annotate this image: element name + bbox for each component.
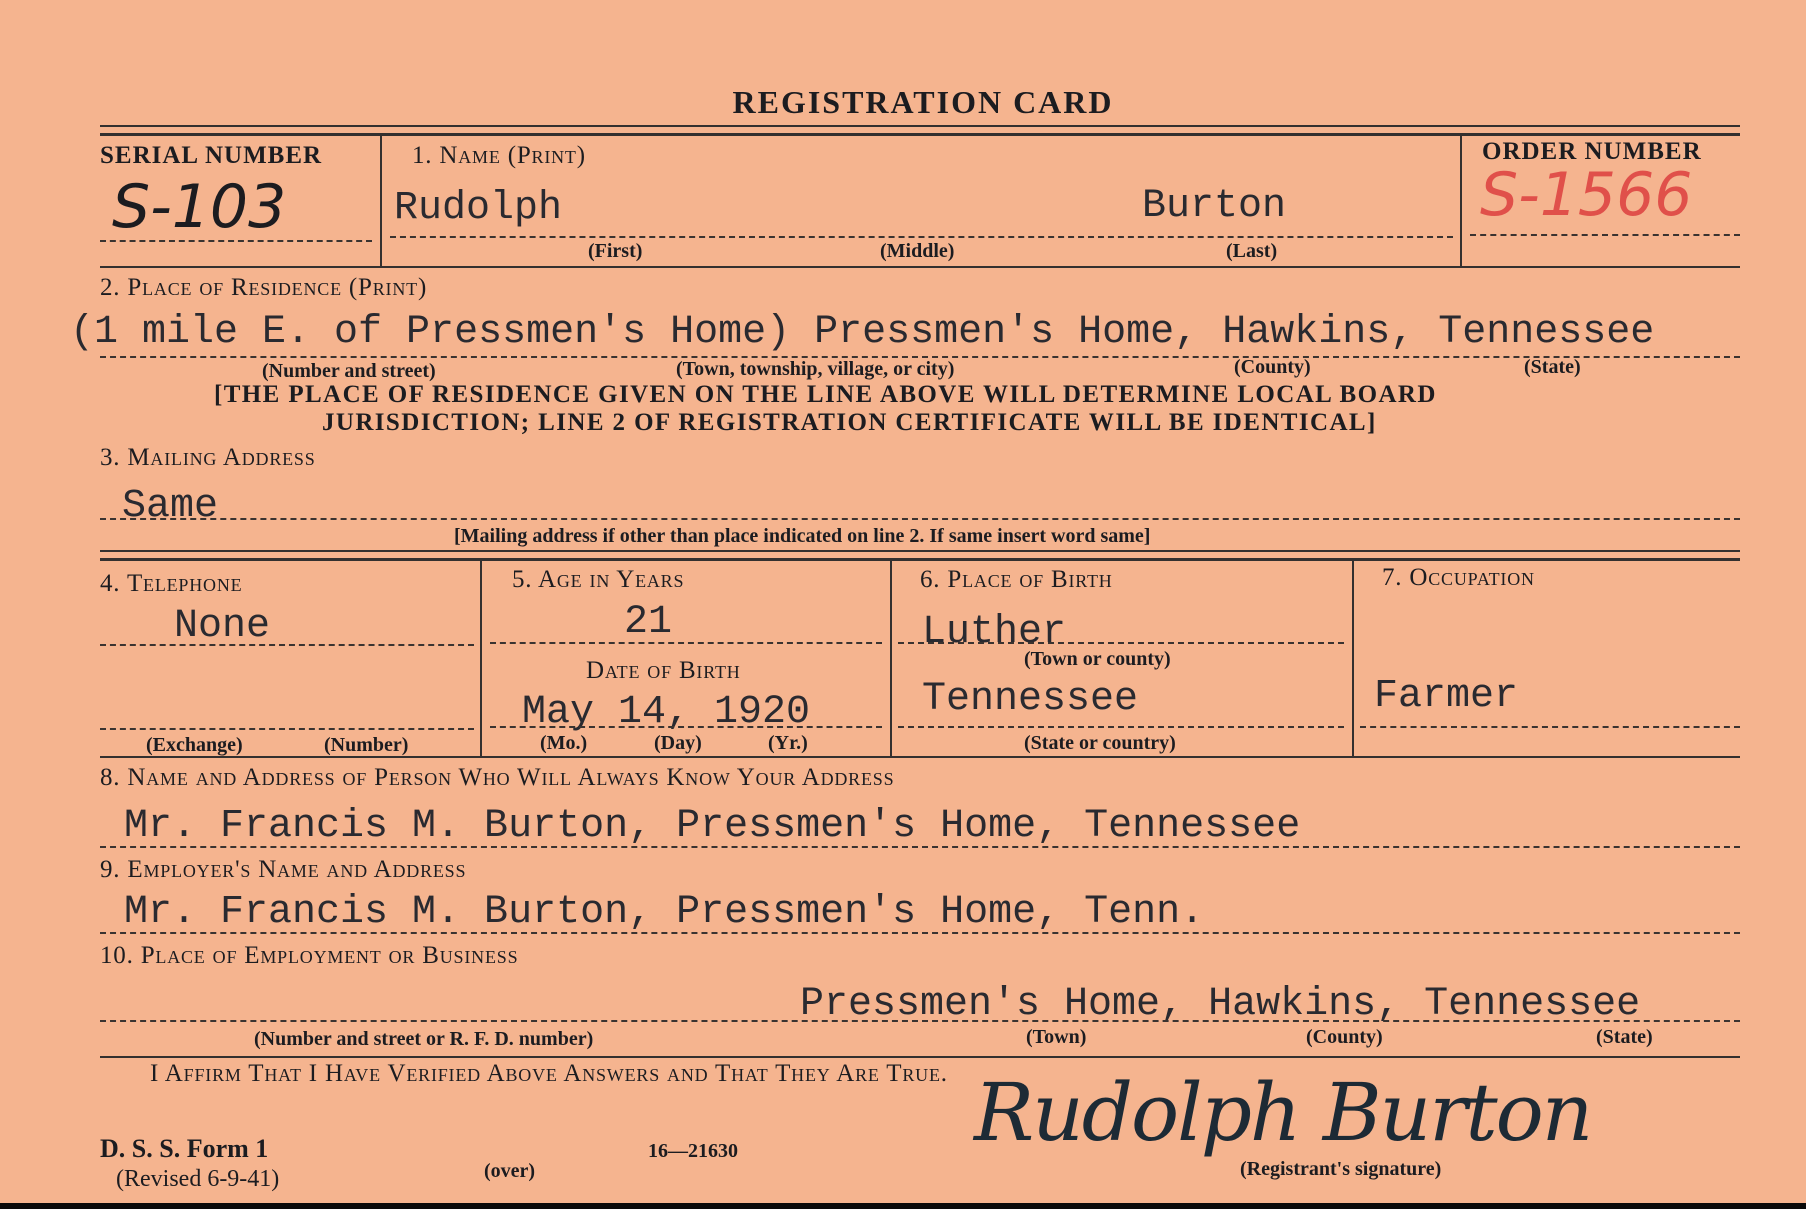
sub-middle: (Middle) xyxy=(880,240,955,262)
employer-value: Mr. Francis M. Burton, Pressmen's Home, Tenn. xyxy=(124,890,1205,935)
birth-town-line xyxy=(898,642,1344,644)
registrant-signature: Rudolph Burton xyxy=(974,1066,1592,1159)
sub-street: (Number and street) xyxy=(262,360,436,382)
employment-place-line xyxy=(100,1020,1740,1022)
telephone-value: None xyxy=(174,604,271,649)
birth-state-value: Tennessee xyxy=(922,677,1139,722)
sub-last: (Last) xyxy=(1226,240,1278,262)
birthplace-label: 6. Place of Birth xyxy=(920,566,1113,593)
rule-2 xyxy=(100,550,1740,552)
residence-notice-1: [THE PLACE OF RESIDENCE GIVEN ON THE LINE ABOVE WILL DETERMINE LOCAL BOARD xyxy=(214,381,1437,408)
employment-place-label: 10. Place of Employment or Business xyxy=(100,942,519,969)
contact-label: 8. Name and Address of Person Who Will Always Know Your Address xyxy=(100,764,895,791)
scan-edge xyxy=(0,1203,1806,1209)
sub-yr: (Yr.) xyxy=(768,732,808,754)
telephone-label: 4. Telephone xyxy=(100,570,243,597)
sub-emp-state: (State) xyxy=(1596,1026,1653,1048)
form-code: 16—21630 xyxy=(648,1140,738,1162)
serial-number-value: S-103 xyxy=(112,172,287,242)
employment-place-value: Pressmen's Home, Hawkins, Tennessee xyxy=(800,982,1641,1027)
form-over: (over) xyxy=(484,1160,536,1182)
age-value: 21 xyxy=(624,600,673,645)
rule-1 xyxy=(100,266,1740,268)
top-rule xyxy=(100,125,1740,127)
telephone-line xyxy=(100,644,474,646)
mailing-value: Same xyxy=(122,484,219,529)
sub-emp-town: (Town) xyxy=(1026,1026,1087,1048)
name-label: 1. Name (Print) xyxy=(412,142,586,169)
sub-day: (Day) xyxy=(654,732,702,754)
sub-state: (State) xyxy=(1524,356,1581,378)
name-line xyxy=(390,236,1453,238)
sub-exchange: (Exchange) xyxy=(146,734,243,756)
sub-town: (Town, township, village, or city) xyxy=(676,358,955,380)
rule-4 xyxy=(100,1056,1740,1058)
sub-mo: (Mo.) xyxy=(540,732,588,754)
serial-line xyxy=(100,240,372,242)
form-name: D. S. S. Form 1 xyxy=(100,1134,269,1163)
sub-number: (Number) xyxy=(324,734,409,756)
divider xyxy=(1460,136,1462,266)
dob-label: Date of Birth xyxy=(586,657,741,684)
employer-label: 9. Employer's Name and Address xyxy=(100,856,467,883)
rule-2b xyxy=(100,558,1740,561)
age-line xyxy=(490,642,882,644)
sub-emp-street: (Number and street or R. F. D. number) xyxy=(254,1028,594,1050)
occupation-value: Farmer xyxy=(1374,674,1519,719)
age-label: 5. Age in Years xyxy=(512,566,685,593)
residence-value: (1 mile E. of Pressmen's Home) Pressmen's Home, Hawkins, Tennessee xyxy=(70,310,1655,355)
sub-county: (County) xyxy=(1234,356,1311,378)
divider xyxy=(1352,561,1354,756)
contact-value: Mr. Francis M. Burton, Pressmen's Home, Tennessee xyxy=(124,804,1301,849)
divider xyxy=(480,561,482,756)
signature-label: (Registrant's signature) xyxy=(1240,1158,1442,1180)
order-line xyxy=(1470,234,1740,236)
occupation-label: 7. Occupation xyxy=(1382,564,1535,591)
birth-town-value: Luther xyxy=(922,610,1067,655)
mailing-label: 3. Mailing Address xyxy=(100,444,316,471)
contact-line xyxy=(100,846,1740,848)
first-name-value: Rudolph xyxy=(394,186,563,231)
form-revised: (Revised 6-9-41) xyxy=(116,1166,280,1192)
mailing-note: [Mailing address if other than place indicated on line 2. If same insert word same] xyxy=(454,525,1151,547)
affirmation-text: I Affirm That I Have Verified Above Answers and That They Are True. xyxy=(150,1060,948,1087)
top-rule-2 xyxy=(100,133,1740,136)
occupation-line xyxy=(1360,726,1740,728)
card-title: REGISTRATION CARD xyxy=(732,84,1114,120)
divider xyxy=(380,136,382,266)
residence-label: 2. Place of Residence (Print) xyxy=(100,274,428,301)
dob-value: May 14, 1920 xyxy=(522,690,811,735)
order-number-label: ORDER NUMBER xyxy=(1482,138,1702,165)
sub-birth-town: (Town or county) xyxy=(1024,648,1171,670)
mailing-line xyxy=(100,518,1740,520)
sub-first: (First) xyxy=(588,240,643,262)
serial-number-label: SERIAL NUMBER xyxy=(100,142,323,169)
divider xyxy=(890,561,892,756)
employer-line xyxy=(100,932,1740,934)
birth-state-line xyxy=(898,726,1344,728)
residence-notice-2: JURISDICTION; LINE 2 OF REGISTRATION CERTIFICATE WILL BE IDENTICAL] xyxy=(322,409,1377,436)
sub-emp-county: (County) xyxy=(1306,1026,1383,1048)
last-name-value: Burton xyxy=(1142,184,1287,229)
order-number-value: S-1566 xyxy=(1480,160,1693,230)
dob-line xyxy=(490,726,882,728)
telephone-line-2 xyxy=(100,728,474,730)
sub-birth-state: (State or country) xyxy=(1024,732,1176,754)
rule-3 xyxy=(100,756,1740,758)
